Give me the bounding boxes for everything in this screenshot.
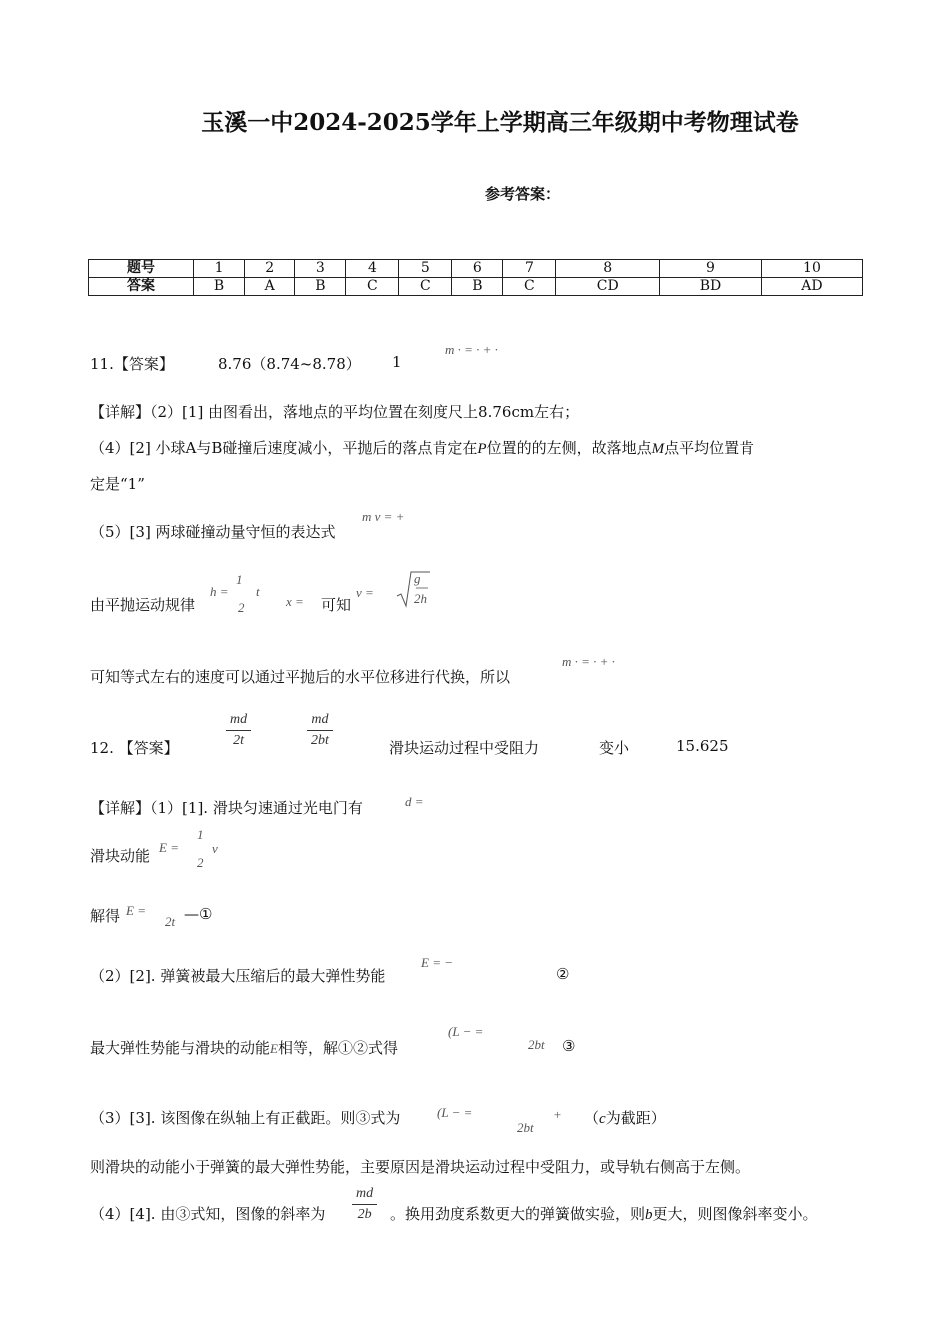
table-row-numbers bbox=[89, 260, 863, 278]
formula-v: v = bbox=[356, 585, 374, 600]
table-cell: 7 bbox=[503, 260, 556, 278]
formula-ek-half-top: 1 bbox=[197, 827, 204, 842]
formula-half-bottom: 2 bbox=[238, 600, 245, 615]
q11-detail-2a: （4）[2] 小球A与B碰撞后速度减小，平抛后的落点肯定在 bbox=[90, 439, 478, 457]
q12-detail-7: 则滑块的动能小于弹簧的最大弹性势能，主要原因是滑块运动过程中受阻力，或导轨右侧高于左侧。 bbox=[90, 1158, 751, 1176]
table-header-answer: 答案 bbox=[89, 278, 194, 296]
table-cell: 4 bbox=[346, 260, 399, 278]
q11-answer-1: 8.76（8.74~8.78） bbox=[218, 355, 361, 373]
symbol-m: M bbox=[651, 441, 665, 457]
formula-3: (L − = bbox=[448, 1024, 484, 1039]
symbol-e: E bbox=[270, 1041, 278, 1056]
formula-ek-result-den: 2t bbox=[165, 914, 176, 929]
q12-detail-8a: （4）[4]. 由③式知，图像的斜率为 bbox=[90, 1205, 326, 1223]
q12-answer-4: 变小 bbox=[599, 739, 630, 757]
formula-d: d = bbox=[405, 794, 424, 809]
final-formula: m · = · + · bbox=[562, 654, 615, 669]
q12-detail-5 bbox=[90, 1037, 398, 1058]
table-cell: BD bbox=[660, 278, 762, 296]
momentum-formula: m v = + bbox=[362, 509, 405, 524]
q11-detail-2 bbox=[90, 437, 754, 458]
q12-detail-3: 解得 bbox=[90, 907, 121, 925]
symbol-c: c bbox=[599, 1111, 606, 1127]
q12-answer-2: $\frac{md}{2bt}$ bbox=[307, 712, 333, 749]
q12-answer-1: $\frac{md}{2t}$ bbox=[226, 712, 251, 749]
table-cell: B bbox=[452, 278, 503, 296]
q12-detail-8b: 。换用劲度系数更大的弹簧做实验，则b更大，则图像斜率变小。 bbox=[390, 1205, 818, 1223]
formula-ek-half-bottom: 2 bbox=[197, 855, 204, 870]
slope-fraction: $\frac{md}{2b}$ bbox=[352, 1186, 377, 1223]
table-cell: B bbox=[194, 278, 245, 296]
symbol-b: b bbox=[645, 1207, 653, 1223]
formula-plus: + bbox=[553, 1107, 562, 1122]
table-cell: 10 bbox=[761, 260, 862, 278]
table-cell: A bbox=[245, 278, 295, 296]
q12-detail-5a: 最大弹性势能与滑块的动能 bbox=[90, 1039, 271, 1057]
q12-detail-4: （2）[2]. 弹簧被最大压缩后的最大弹性势能 bbox=[90, 967, 386, 985]
table-cell: B bbox=[295, 278, 346, 296]
table-header-number: 题号 bbox=[89, 260, 194, 278]
table-cell: C bbox=[346, 278, 399, 296]
formula-x: x = bbox=[286, 594, 304, 609]
q12-detail-2: 滑块动能 bbox=[90, 847, 151, 865]
table-cell: 5 bbox=[399, 260, 452, 278]
q11-label: 11.【答案】 bbox=[90, 355, 174, 373]
table-cell: 9 bbox=[660, 260, 762, 278]
formula-t: t bbox=[256, 584, 260, 599]
formula-h: h = bbox=[210, 584, 229, 599]
q11-detail-5b: 可知 bbox=[321, 596, 352, 614]
formula-ek: E = bbox=[159, 840, 179, 855]
q12-label: 12. 【答案】 bbox=[90, 739, 179, 757]
table-cell: C bbox=[503, 278, 556, 296]
q12-detail-5b: 相等，解①②式得 bbox=[277, 1039, 398, 1057]
symbol-p: P bbox=[477, 441, 487, 457]
table-cell: 1 bbox=[194, 260, 245, 278]
page-title: 玉溪一中2024-2025学年上学期高三年级期中考物理试卷 bbox=[201, 109, 799, 136]
table-cell: 8 bbox=[556, 260, 660, 278]
formula-3-intercept: (L − = bbox=[437, 1105, 473, 1120]
formula-sqrt-den: 2h bbox=[414, 591, 427, 606]
table-cell: 6 bbox=[452, 260, 503, 278]
formula-3-den: 2bt bbox=[528, 1037, 545, 1052]
q12-detail-6b: （c为截距） bbox=[584, 1109, 666, 1127]
formula-ep: E = − bbox=[421, 955, 453, 970]
table-cell: CD bbox=[556, 278, 660, 296]
table-cell: AD bbox=[761, 278, 862, 296]
q12-detail-6a: （3）[3]. 该图像在纵轴上有正截距。则③式为 bbox=[90, 1109, 401, 1127]
table-row-answers bbox=[89, 278, 863, 296]
q12-answer-3: 滑块运动过程中受阻力 bbox=[389, 739, 540, 757]
formula-3-intercept-den: 2bt bbox=[517, 1120, 534, 1135]
mark-1: —① bbox=[184, 905, 213, 923]
formula-ek-v: v bbox=[212, 841, 218, 856]
mark-3: ③ bbox=[562, 1037, 576, 1055]
q11-detail-1: 【详解】（2）[1] 由图看出，落地点的平均位置在刻度尺上8.76cm左右； bbox=[90, 403, 580, 421]
mark-2: ② bbox=[556, 965, 570, 983]
q11-detail-2c: 点平均位置肯 bbox=[664, 439, 755, 457]
table-cell: C bbox=[399, 278, 452, 296]
table-cell: 2 bbox=[245, 260, 295, 278]
answer-table bbox=[88, 259, 863, 296]
formula-half-top: 1 bbox=[236, 572, 243, 587]
q11-detail-3: 定是“1” bbox=[90, 475, 145, 493]
table-cell: 3 bbox=[295, 260, 346, 278]
q11-detail-5a: 由平抛运动规律 bbox=[90, 596, 196, 614]
q12-detail-1: 【详解】（1）[1]. 滑块匀速通过光电门有 bbox=[90, 799, 363, 817]
page-subtitle: 参考答案： bbox=[484, 185, 560, 203]
q11-answer-2: 1 bbox=[392, 353, 402, 371]
q11-detail-2b: 位置的的左侧，故落地点 bbox=[486, 439, 652, 457]
q12-answer-5: 15.625 bbox=[676, 737, 729, 755]
q11-detail-6: 可知等式左右的速度可以通过平抛后的水平位移进行代换，所以 bbox=[90, 668, 511, 686]
formula-ek-result: E = bbox=[126, 903, 146, 918]
q11-answer-3-formula: m · = · + · bbox=[445, 342, 498, 357]
q11-detail-4: （5）[3] 两球碰撞动量守恒的表达式 bbox=[90, 523, 336, 541]
formula-sqrt-num: g bbox=[414, 571, 421, 586]
